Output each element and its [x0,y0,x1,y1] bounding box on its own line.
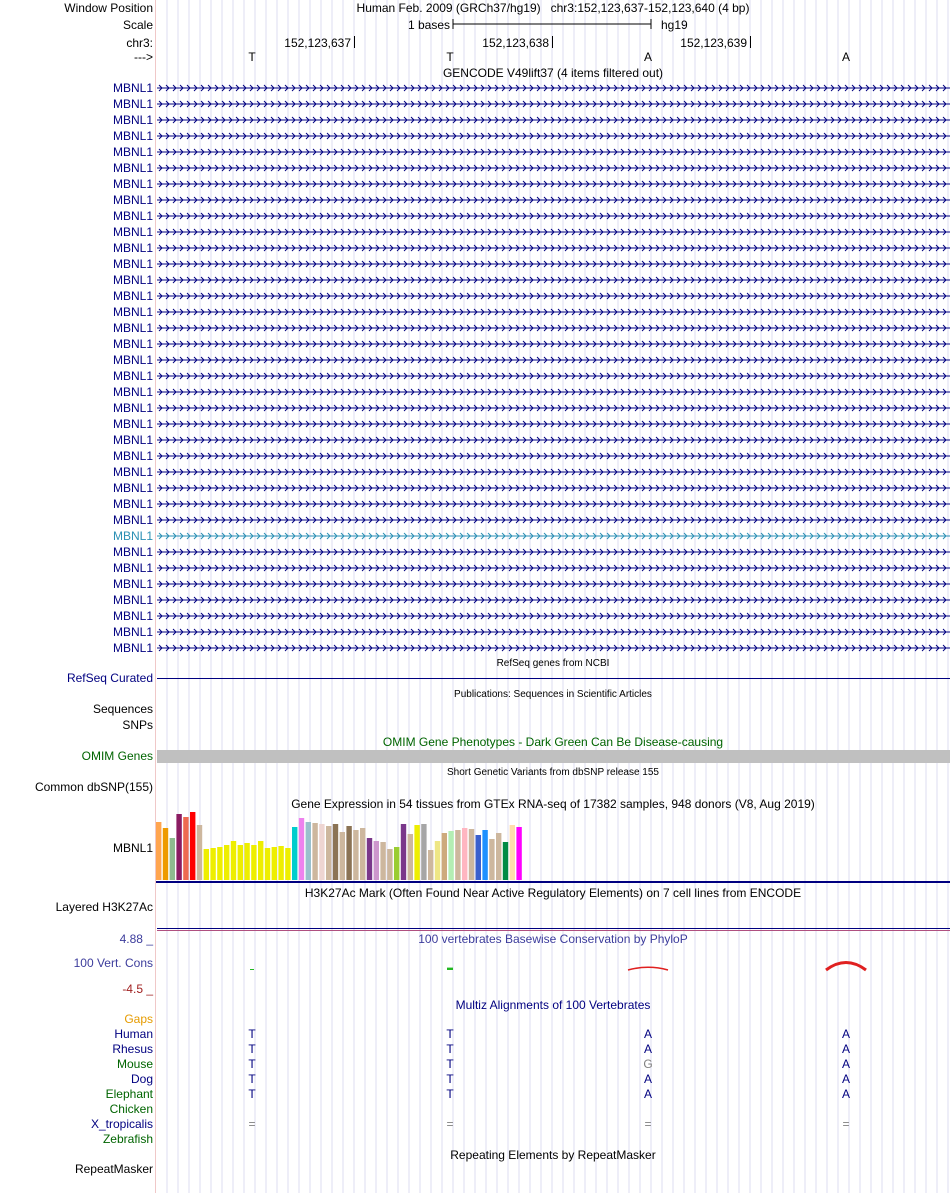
gencode-transcript-label[interactable]: MBNL1 [112,161,153,175]
multiz-aligned-base: A [643,1087,652,1101]
gtex-tissue-bar [469,829,474,880]
gencode-track-title[interactable]: GENCODE V49lift37 (4 items filtered out) [442,66,664,80]
gtex-track-title[interactable]: Gene Expression in 54 tissues from GTEx RNA-seq of 17382 samples, 948 donors (V8, Aug 2019) [291,797,815,811]
gtex-tissue-bar [408,834,413,880]
gencode-transcript-line [157,181,950,187]
gtex-tissue-bar [278,846,283,880]
publications-snps-label[interactable]: SNPs [122,718,153,732]
gencode-transcript-line [157,165,950,171]
phylop-score-mark [447,968,453,970]
gencode-transcript-label[interactable]: MBNL1 [112,289,153,303]
multiz-species-label[interactable]: Rhesus [112,1042,153,1056]
gtex-tissue-bar [482,830,487,880]
gtex-tissue-bar [353,830,358,880]
gencode-transcript-line [157,629,950,635]
multiz-species-label[interactable]: Dog [130,1072,153,1086]
gtex-tissue-bar [421,824,426,880]
gencode-transcript-line [157,405,950,411]
multiz-aligned-base: T [248,1072,256,1086]
gencode-transcript-label[interactable]: MBNL1 [112,385,153,399]
gencode-transcript-label[interactable]: MBNL1 [112,305,153,319]
gencode-transcript-label[interactable]: MBNL1 [112,641,153,655]
gencode-transcript-line [157,277,950,283]
gtex-tissue-bar [503,842,508,880]
gtex-tissue-bar [183,817,188,880]
gencode-transcript-line [157,213,950,219]
gencode-transcript-line [157,469,950,475]
dbsnp-track-title[interactable]: Short Genetic Variants from dbSNP release 155 [447,767,659,778]
gtex-tissue-bar [374,841,379,880]
refseq-track-title[interactable]: RefSeq genes from NCBI [496,658,610,669]
gencode-transcript-label[interactable]: MBNL1 [112,97,153,111]
gencode-transcript-line [157,645,950,651]
multiz-aligned-base: T [248,1057,256,1071]
gtex-tissue-bar [272,847,277,880]
h3k27ac-line-bottom [157,930,950,931]
strand-label: ---> [134,50,153,64]
sequence-base: A [643,50,652,64]
gencode-transcript-line [157,565,950,571]
scale-bar [452,17,654,31]
gencode-transcript-label[interactable]: MBNL1 [112,241,153,255]
multiz-aligned-base: T [248,1042,256,1056]
gtex-tissue-bar [428,850,433,880]
gencode-transcript-line [157,581,950,587]
gencode-transcript-line [157,373,950,379]
gencode-transcript-line [157,309,950,315]
gencode-transcript-label[interactable]: MBNL1 [112,257,153,271]
gtex-tissue-bar [197,825,202,880]
multiz-aligned-base: T [446,1057,454,1071]
multiz-aligned-base: A [841,1072,850,1086]
multiz-aligned-base: A [643,1042,652,1056]
multiz-aligned-base: T [446,1087,454,1101]
multiz-aligned-base: = [842,1117,850,1131]
gencode-transcript-label[interactable]: MBNL1 [112,337,153,351]
gencode-transcript-line [157,421,950,427]
gtex-tissue-bar [170,838,175,880]
gencode-transcript-line [157,533,950,539]
gencode-transcript-line [157,101,950,107]
omim-feature-bar[interactable] [157,750,950,763]
gtex-tissue-bar [455,830,460,880]
gencode-transcript-label[interactable]: MBNL1 [112,273,153,287]
gencode-transcript-label[interactable]: MBNL1 [112,225,153,239]
gencode-transcript-label[interactable]: MBNL1 [112,481,153,495]
gtex-tissue-bar [448,831,453,880]
gencode-transcript-line [157,117,950,123]
gtex-tissue-bar [394,847,399,880]
gtex-tissue-bar [156,822,161,880]
gtex-tissue-bar [510,825,515,880]
multiz-aligned-base: T [446,1027,454,1041]
gtex-tissue-bar [299,818,304,880]
multiz-aligned-base: A [841,1027,850,1041]
gencode-transcript-label[interactable]: MBNL1 [112,81,153,95]
gtex-tissue-bar [217,847,222,880]
gencode-transcript-line [157,501,950,507]
gencode-transcript-line [157,245,950,251]
repeatmasker-track-title[interactable]: Repeating Elements by RepeatMasker [450,1148,656,1162]
window-position-label: Window Position [64,1,153,15]
gtex-tissue-bar [435,841,440,880]
phylop-score-mark [826,963,866,971]
gtex-tissue-bar [333,824,338,880]
gtex-tissue-bar [496,833,501,880]
scale-assembly-label: hg19 [661,18,688,32]
gencode-transcript-label[interactable]: MBNL1 [112,497,153,511]
gtex-tissue-bar [231,841,236,880]
gencode-transcript-line [157,341,950,347]
gencode-transcript-label[interactable]: MBNL1 [112,129,153,143]
gtex-tissue-bar [224,845,229,880]
gtex-tissue-bar [442,833,447,880]
multiz-aligned-base: A [841,1087,850,1101]
multiz-aligned-base: = [644,1117,652,1131]
gencode-transcript-label[interactable]: MBNL1 [112,113,153,127]
gencode-transcript-label[interactable]: MBNL1 [112,401,153,415]
ruler-tick [552,36,553,48]
gtex-tissue-bar [244,843,249,880]
multiz-species-label[interactable]: Zebrafish [102,1132,153,1146]
gtex-tissue-bar [489,839,494,880]
omim-track-title[interactable]: OMIM Gene Phenotypes - Dark Green Can Be Disease-causing [382,735,724,749]
gencode-transcript-label[interactable]: MBNL1 [112,353,153,367]
multiz-species-label[interactable]: Chicken [109,1102,153,1116]
ruler-tick [354,36,355,48]
gencode-transcript-line [157,325,950,331]
gencode-transcript-line [157,149,950,155]
multiz-gaps-label[interactable]: Gaps [124,1012,153,1026]
gtex-tissue-bar [367,838,372,880]
gtex-tissue-bar [360,828,365,880]
gtex-tissue-bar [292,827,297,880]
gencode-transcript-label[interactable]: MBNL1 [112,465,153,479]
gencode-transcript-label[interactable]: MBNL1 [112,321,153,335]
multiz-aligned-base: T [446,1072,454,1086]
phylop-score-mark [628,967,668,970]
gencode-transcript-line [157,85,950,91]
phylop-min-label: -4.5 _ [122,982,153,996]
gtex-tissue-bar [176,814,181,880]
gtex-tissue-bar [312,823,317,880]
gtex-label[interactable]: MBNL1 [112,841,153,855]
gencode-transcript-line [157,485,950,491]
gtex-tissue-bar [401,824,406,880]
phylop-chart[interactable] [156,946,950,986]
gencode-transcript-label[interactable]: MBNL1 [112,145,153,159]
gencode-transcript-line [157,261,950,267]
gtex-tissue-bar [204,849,209,880]
gencode-transcript-line [157,197,950,203]
gencode-transcript-line [157,613,950,619]
gtex-tissue-bar [285,848,290,880]
gtex-tissue-bar [319,824,324,880]
sequence-base: T [248,50,256,64]
gencode-transcript-label[interactable]: MBNL1 [112,561,153,575]
scale-bases-label: 1 bases [407,18,450,32]
refseq-label[interactable]: RefSeq Curated [66,671,153,685]
gencode-transcripts[interactable] [156,80,950,656]
multiz-species-label[interactable]: Human [114,1027,153,1041]
gencode-transcript-line [157,437,950,443]
gtex-tissue-bar [238,845,243,880]
gencode-transcript-label[interactable]: MBNL1 [112,449,153,463]
gencode-transcript-label[interactable]: MBNL1 [112,529,153,543]
gencode-transcript-label[interactable]: MBNL1 [112,193,153,207]
gencode-transcript-line [157,517,950,523]
gtex-tissue-bar [306,822,311,880]
multiz-aligned-base: G [643,1057,653,1071]
multiz-aligned-base: T [248,1027,256,1041]
gencode-transcript-label[interactable]: MBNL1 [112,369,153,383]
omim-label[interactable]: OMIM Genes [81,749,153,763]
gencode-transcript-label[interactable]: MBNL1 [112,433,153,447]
gencode-transcript-line [157,293,950,299]
ruler-position-label: 152,123,637 [284,36,351,50]
gtex-tissue-bar [340,832,345,880]
gencode-transcript-line [157,453,950,459]
gtex-expression-chart[interactable] [156,811,950,885]
multiz-aligned-base: A [841,1057,850,1071]
h3k27ac-label[interactable]: Layered H3K27Ac [55,900,153,914]
gencode-transcript-line [157,133,950,139]
gtex-tissue-bar [387,849,392,880]
gencode-transcript-label[interactable]: MBNL1 [112,417,153,431]
gencode-transcript-line [157,229,950,235]
gtex-tissue-bar [210,848,215,880]
multiz-species-label[interactable]: Mouse [116,1057,153,1071]
repeatmasker-label[interactable]: RepeatMasker [74,1162,153,1176]
gencode-transcript-label[interactable]: MBNL1 [112,577,153,591]
publications-track-title[interactable]: Publications: Sequences in Scientific Articles [454,689,652,700]
multiz-aligned-base: = [446,1117,454,1131]
gtex-tissue-bar [265,848,270,880]
dbsnp-label[interactable]: Common dbSNP(155) [34,780,153,794]
h3k27ac-line-top [157,928,950,929]
ruler-position-label: 152,123,638 [482,36,549,50]
gtex-tissue-bar [258,841,263,880]
phylop-max-label: 4.88 _ [119,932,153,946]
multiz-track-title[interactable]: Multiz Alignments of 100 Vertebrates [455,998,651,1012]
scale-label: Scale [122,18,153,32]
publications-sequences-label[interactable]: Sequences [92,702,153,716]
gencode-transcript-label[interactable]: MBNL1 [112,625,153,639]
multiz-aligned-base: A [841,1042,850,1056]
multiz-species-label[interactable]: Elephant [105,1087,153,1101]
h3k27ac-track-title[interactable]: H3K27Ac Mark (Often Found Near Active Regulatory Elements) on 7 cell lines from ENCODE [304,886,802,900]
multiz-aligned-base: T [446,1042,454,1056]
gencode-transcript-label[interactable]: MBNL1 [112,209,153,223]
gencode-transcript-line [157,549,950,555]
multiz-aligned-base: = [248,1117,256,1131]
multiz-aligned-base: T [248,1087,256,1101]
multiz-aligned-base: A [643,1027,652,1041]
multiz-species-label[interactable]: X_tropicalis [90,1117,153,1131]
phylop-label[interactable]: 100 Vert. Cons [73,956,153,970]
gencode-transcript-label[interactable]: MBNL1 [112,513,153,527]
gencode-transcript-line [157,357,950,363]
gtex-tissue-bar [462,828,467,880]
gtex-tissue-bar [190,812,195,880]
gencode-transcript-line [157,597,950,603]
gencode-transcript-label[interactable]: MBNL1 [112,593,153,607]
multiz-aligned-base: A [643,1072,652,1086]
gtex-tissue-bar [414,825,419,880]
chrom-label: chr3: [126,36,153,50]
gtex-tissue-bar [380,842,385,880]
ruler-tick [750,36,751,48]
gtex-tissue-bar [163,828,168,880]
sequence-base: A [841,50,850,64]
gtex-tissue-bar [516,827,521,880]
phylop-track-title[interactable]: 100 vertebrates Basewise Conservation by PhyloP [418,932,688,946]
gtex-tissue-bar [346,826,351,880]
phylop-score-mark [250,969,254,970]
window-position-value: Human Feb. 2009 (GRCh37/hg19) chr3:152,123,637-152,123,640 (4 bp) [356,1,750,15]
sequence-base: T [446,50,454,64]
gencode-transcript-label[interactable]: MBNL1 [112,177,153,191]
refseq-line[interactable] [157,678,950,679]
gencode-transcript-label[interactable]: MBNL1 [112,609,153,623]
gtex-tissue-bar [476,835,481,880]
gencode-transcript-label[interactable]: MBNL1 [112,545,153,559]
gencode-transcript-line [157,389,950,395]
gtex-tissue-bar [326,826,331,880]
gtex-tissue-bar [251,845,256,880]
ruler-position-label: 152,123,639 [680,36,747,50]
